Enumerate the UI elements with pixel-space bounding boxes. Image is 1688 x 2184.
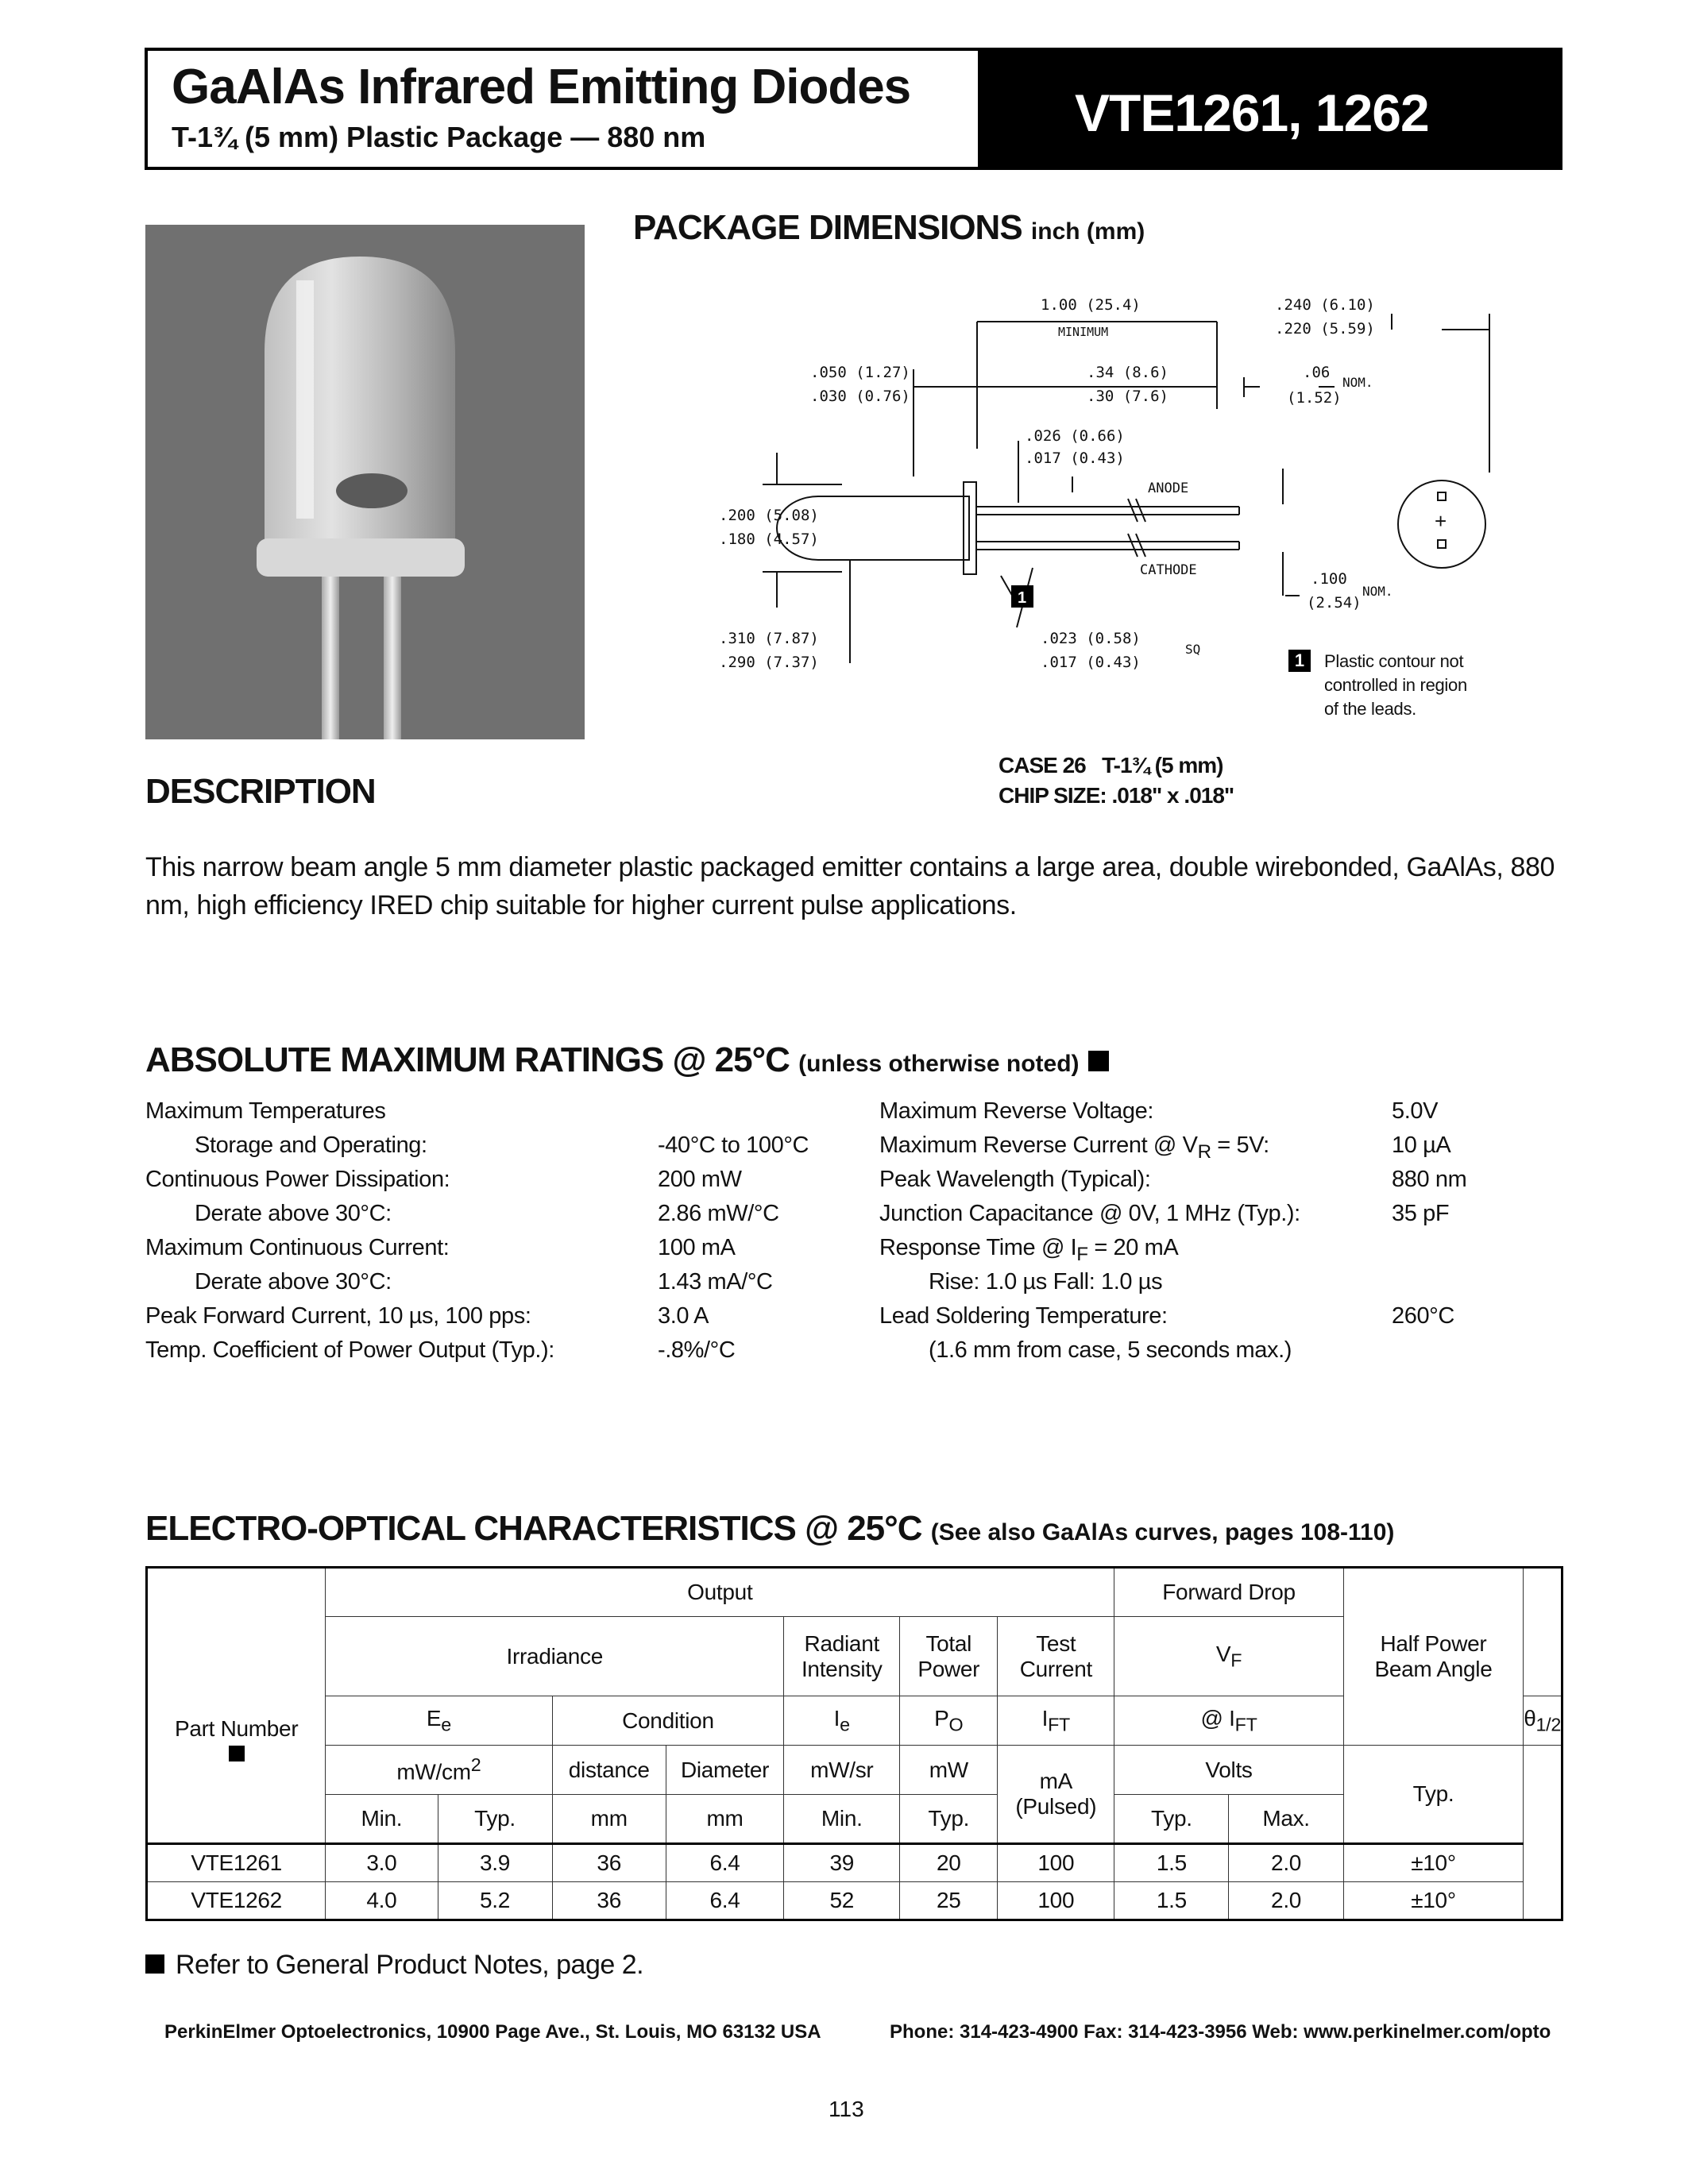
rating-row [145,1201,860,1235]
dim-flange-max: .050 (1.27) [810,364,910,381]
th-angle-typ: Typ. [1343,1746,1523,1844]
rating-label [195,1269,392,1295]
page-subtitle: T-1¾ (5 mm) Plastic Package — 880 nm [172,121,706,153]
ratings-left-column [145,1098,860,1372]
th-ee [326,1696,552,1746]
footer-address: PerkinElmer Optoelectronics, 10900 Page Ave., St. Louis, MO 63132 USA [164,2021,821,2043]
table-cell: 4.0 [326,1882,438,1920]
ma-unit: mA [1039,1769,1073,1793]
rating-value: 880 nm [1392,1167,1467,1192]
at-ift-sub: FT [1234,1714,1257,1735]
th-total-power: Total Power [900,1617,998,1696]
table-cell: 1.5 [1114,1882,1229,1920]
rating-label [195,1133,427,1159]
dim-sq-label: SQ [1185,642,1201,657]
rating-row [879,1098,1555,1133]
title-block [145,48,1562,170]
table-cell: 2.0 [1229,1882,1343,1920]
note-line: of the leads. [1324,699,1416,719]
rating-label [879,1201,1300,1227]
th-vf-typ: Typ. [1114,1795,1229,1844]
led-body-outline [777,496,969,560]
rating-value: -40°C to 100°C [658,1133,809,1158]
table-cell: 5.2 [438,1882,552,1920]
th-output: Output [326,1568,1114,1617]
table-cell: 20 [900,1844,998,1882]
note-square-icon [1088,1051,1109,1071]
th-test-current: Test Current [998,1617,1114,1696]
general-note [145,1950,643,1981]
table-cell: 6.4 [666,1882,783,1920]
rating-row [145,1337,860,1372]
rating-label-sub: F [1076,1243,1088,1265]
dim-lead-sq-min: .017 (0.43) [1041,654,1141,671]
table-cell: 36 [552,1844,666,1882]
th-irradiance: Irradiance [326,1617,784,1696]
cathode-label: CATHODE [1140,562,1197,578]
th-ee-min: Min. [326,1795,438,1844]
po-symbol: P [934,1705,949,1731]
note-1-marker: 1 [1288,650,1311,672]
dim-lead-width-max: .026 (0.66) [1025,427,1125,445]
rating-value: 2.86 mW/°C [658,1201,779,1226]
description-heading: DESCRIPTION [145,772,376,811]
rating-label-text: Maximum Reverse Voltage: [879,1098,1153,1124]
dim-lead-width-min: .017 (0.43) [1025,450,1125,467]
table-cell: 100 [998,1844,1114,1882]
rating-label-text: Peak Forward Current, 10 µs, 100 pps: [145,1303,531,1329]
table-cell: 6.4 [666,1844,783,1882]
description-text: This narrow beam angle 5 mm diameter plastic packaged emitter contains a large area, double wirebonded, GaAlAs, 880 nm, high efficiency IRED chip suitable for higher current pulse applications. [145,852,1555,920]
th-ma-pulsed [998,1746,1114,1844]
ratings-heading [145,1040,1109,1080]
rating-row [879,1269,1555,1303]
dim-lead-length-note: MINIMUM [1058,325,1109,339]
page-title: GaAlAs Infrared Emitting Diodes [172,60,911,114]
table-cell: ±10° [1343,1844,1523,1882]
rating-row [879,1337,1555,1372]
th-part-number-text: Part Number [174,1715,299,1741]
table-row [147,1844,1562,1882]
rating-row [879,1303,1555,1337]
table-cell: 25 [900,1882,998,1920]
rating-value: -.8%/°C [658,1337,736,1363]
th-distance: distance [552,1746,666,1795]
rating-label [145,1235,449,1261]
ift-sub: FT [1048,1714,1071,1735]
th-mwsr: mW/sr [784,1746,900,1795]
note-square-icon [229,1746,245,1761]
package-heading-units: inch (mm) [1030,218,1145,245]
rating-label-text: Maximum Reverse Current @ V [879,1133,1198,1158]
part-number-panel [978,51,1559,167]
th-ie [784,1696,900,1746]
case-type: T-1¾ (5 mm) [1102,753,1223,778]
th-po [900,1696,998,1746]
th-condition: Condition [552,1696,784,1746]
at-ift-symbol: @ I [1200,1705,1235,1731]
th-theta [1524,1696,1562,1746]
ee-symbol: E [426,1705,442,1731]
dim-nom-metric: (1.52) [1287,389,1342,407]
th-vf [1114,1617,1343,1696]
electro-heading-text: ELECTRO-OPTICAL CHARACTERISTICS @ 25°C [145,1509,922,1548]
th-mw: mW [900,1746,998,1795]
table-cell: 3.9 [438,1844,552,1882]
rating-value: 1.43 mA/°C [658,1269,773,1295]
table-cell: 52 [784,1882,900,1920]
rating-label-text: Response Time @ I [879,1235,1077,1260]
table-cell: 36 [552,1882,666,1920]
po-sub: O [948,1714,964,1735]
rating-label-text: Derate above 30°C: [195,1269,392,1295]
th-ift [998,1696,1114,1746]
table-cell: 2.0 [1229,1844,1343,1882]
part-number-cell: VTE1262 [147,1882,326,1920]
note-marker-drawing [1011,585,1033,608]
th-vf-max: Max. [1229,1795,1343,1844]
rating-row [879,1201,1555,1235]
footer-contact: Phone: 314-423-4900 Fax: 314-423-3956 Web: www.perkinelmer.com/opto [890,2021,1551,2043]
table-cell: 1.5 [1114,1844,1229,1882]
th-forward-drop: Forward Drop [1114,1568,1343,1617]
mwcm2-sup: 2 [470,1754,481,1776]
note-line: Plastic contour not [1324,651,1464,671]
th-volts: Volts [1114,1746,1343,1795]
th-ee-typ: Typ. [438,1795,552,1844]
note-1-text [1324,650,1467,721]
rating-row [145,1269,860,1303]
part-numbers: VTE1261, 1262 [1075,83,1429,142]
table-cell: 3.0 [326,1844,438,1882]
dim-body-min: .30 (7.6) [1087,388,1168,405]
rating-value: 5.0V [1392,1098,1439,1124]
rating-label [879,1303,1168,1329]
table-cell: 39 [784,1844,900,1882]
chip-size: CHIP SIZE: .018" x .018" [999,783,1234,808]
title-panel [148,51,978,167]
th-part-number [147,1568,326,1844]
theta-sub: 1/2 [1535,1714,1561,1735]
rating-label-text: Peak Wavelength (Typical): [879,1167,1151,1192]
dim-lead-sq-max: .023 (0.58) [1041,630,1141,647]
case-info [999,753,1234,808]
th-ie-min: Min. [784,1795,900,1844]
ie-sub: e [840,1714,850,1735]
rating-label [929,1337,1292,1364]
rating-label-text: Lead Soldering Temperature: [879,1303,1168,1329]
rating-value: 100 mA [658,1235,736,1260]
rating-label-text: Continuous Power Dissipation: [145,1167,450,1192]
dim-flange-min: .030 (0.76) [810,388,910,405]
rating-label [145,1098,386,1125]
rating-row [145,1303,860,1337]
ratings-heading-text: ABSOLUTE MAXIMUM RATINGS @ 25°C [145,1040,790,1079]
th-distance-mm: mm [552,1795,666,1844]
th-radiant: Radiant Intensity [784,1617,900,1696]
dim-nom-label: NOM. [1342,375,1373,390]
dim-pitch-label: NOM. [1362,584,1393,599]
th-half-power: Half Power Beam Angle [1343,1568,1523,1746]
rating-label-text: Temp. Coefficient of Power Output (Typ.): [145,1337,554,1363]
rating-label-tail: = 20 mA [1087,1235,1179,1260]
rating-row [145,1133,860,1167]
ratings-right-column [879,1098,1555,1372]
rating-label-text: Maximum Temperatures [145,1098,386,1124]
dim-height-max: .310 (7.87) [719,630,819,647]
dim-lens-min: .180 (4.57) [719,531,819,548]
table-cell: ±10° [1343,1882,1523,1920]
rating-label-tail: = 5V: [1211,1133,1269,1158]
ratings-heading-note: (unless otherwise noted) [798,1051,1080,1077]
dim-lens-max: .200 (5.08) [719,507,819,524]
rating-value: 10 µA [1392,1133,1451,1158]
package-heading-text: PACKAGE DIMENSIONS [633,208,1022,247]
table-cell: 100 [998,1882,1114,1920]
table-header-row [147,1568,1562,1617]
rating-label-text: Derate above 30°C: [195,1201,392,1226]
rating-label [879,1235,1178,1266]
rating-value: 3.0 A [658,1303,709,1329]
pulsed-note: (Pulsed) [1015,1794,1097,1819]
note-square-icon [145,1954,164,1974]
ie-symbol: I [833,1705,840,1731]
rating-label [879,1133,1269,1163]
note-marker-number: 1 [1018,589,1027,607]
rating-label [195,1201,392,1227]
rating-label-text: Maximum Continuous Current: [145,1235,450,1260]
rating-label-text: (1.6 mm from case, 5 seconds max.) [929,1337,1292,1363]
note-line: controlled in region [1324,675,1467,695]
electro-heading [145,1509,1394,1549]
electro-heading-note: (See also GaAlAs curves, pages 108-110) [930,1519,1395,1545]
th-mwcm2 [326,1746,552,1795]
end-view-symbols [1435,492,1447,548]
general-note-text: Refer to General Product Notes, page 2. [176,1950,644,1980]
rating-row [145,1098,860,1133]
rating-label-sub: R [1197,1140,1211,1163]
mwcm2-unit: mW/cm [396,1759,471,1785]
electro-optical-table [145,1566,1563,1921]
rating-row [879,1167,1555,1201]
package-heading [633,208,1145,248]
dim-body-max: .34 (8.6) [1087,364,1168,381]
rating-label [929,1269,1162,1295]
table-header-row [147,1746,1562,1795]
rating-label [879,1167,1151,1193]
th-diameter-mm: mm [666,1795,783,1844]
rating-value: 260°C [1392,1303,1454,1329]
rating-value: 35 pF [1392,1201,1450,1226]
dim-pitch-value: .100 [1311,570,1347,588]
rating-label [879,1098,1153,1125]
table-row [147,1882,1562,1920]
vf-symbol: V [1215,1641,1231,1666]
rating-row [879,1235,1555,1269]
rating-row [879,1133,1555,1167]
rating-label [145,1303,531,1329]
svg-text:+: + [1435,509,1447,533]
rating-label-text: Junction Capacitance @ 0V, 1 MHz (Typ.): [879,1201,1300,1226]
rating-row [145,1167,860,1201]
th-diameter: Diameter [666,1746,783,1795]
theta-symbol: θ [1524,1705,1536,1731]
rating-value: 200 mW [658,1167,742,1192]
th-at-ift [1114,1696,1343,1746]
part-number-cell: VTE1261 [147,1844,326,1882]
rating-label-text: Storage and Operating: [195,1133,427,1158]
vf-sub: F [1230,1650,1242,1671]
th-po-typ: Typ. [900,1795,998,1844]
dim-lead-length: 1.00 (25.4) [1041,296,1141,314]
ift-symbol: I [1041,1705,1049,1731]
page-number: 113 [829,2097,864,2121]
dim-diameter-min: .220 (5.59) [1275,320,1375,338]
dim-nom-value: .06 [1303,364,1331,381]
ee-sub: e [441,1714,451,1735]
rating-row [145,1235,860,1269]
rating-label-text: Rise: 1.0 µs Fall: 1.0 µs [929,1269,1163,1295]
dim-pitch-metric: (2.54) [1307,594,1362,612]
rating-label [145,1167,450,1193]
dim-diameter-max: .240 (6.10) [1275,296,1375,314]
rating-label [145,1337,554,1364]
anode-label: ANODE [1148,480,1189,496]
dim-height-min: .290 (7.37) [719,654,819,671]
product-photo [145,225,585,739]
case-number: CASE 26 [999,753,1086,778]
led-photo-image [145,225,585,739]
